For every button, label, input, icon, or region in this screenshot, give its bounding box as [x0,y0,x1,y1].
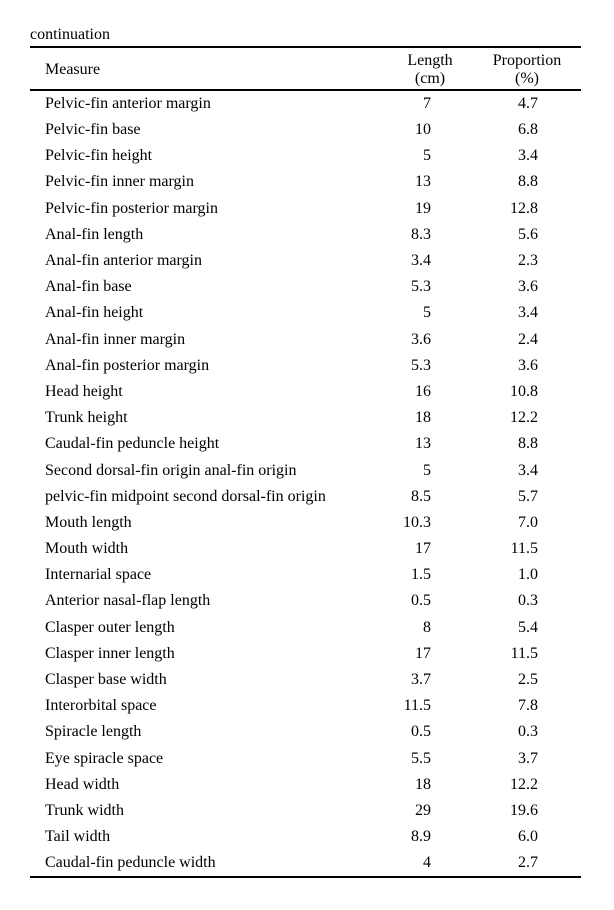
table-row [30,536,581,562]
proportion-cell: 0.3 [518,592,538,610]
table-row [30,484,581,510]
measure-cell: Head height [45,382,123,400]
length-cell: 5.3 [411,278,431,296]
proportion-cell: 6.0 [518,828,538,846]
length-cell: 19 [415,199,431,217]
proportion-cell: 5.7 [518,487,538,505]
length-cell: 3.6 [411,330,431,348]
table-row [30,824,581,850]
length-cell: 5 [423,461,431,479]
measure-cell: Tail width [45,828,111,846]
header-measure [30,47,387,90]
table-row [30,798,581,824]
header-proportion-line1: Proportion [492,52,562,69]
measure-cell: Anal-fin anterior margin [45,252,202,270]
measure-cell: Anal-fin length [45,225,144,243]
header-proportion-line2: (%) [515,70,539,87]
proportion-cell: 2.3 [518,252,538,270]
proportion-cell: 8.8 [518,435,538,453]
proportion-cell: 5.4 [518,618,538,636]
proportion-cell: 3.4 [518,304,538,322]
measure-cell: Clasper outer length [45,618,175,636]
proportion-cell: 3.4 [518,147,538,165]
table-row [30,143,581,169]
measure-cell: Second dorsal-fin origin anal-fin origin [45,461,297,479]
header-measure-label: Measure [45,61,101,78]
table-row [30,405,581,431]
proportion-cell: 5.6 [518,225,538,243]
proportion-cell: 1.0 [518,566,538,584]
proportion-cell: 6.8 [518,121,538,139]
proportion-cell: 3.7 [518,749,538,767]
proportion-cell: 2.7 [518,854,538,872]
table-row [30,117,581,143]
proportion-cell: 0.3 [518,723,538,741]
measurements-table [30,46,581,878]
table-row [30,641,581,667]
length-cell: 13 [415,173,431,191]
table-row [30,746,581,772]
length-cell: 5 [423,147,431,165]
measurements-table-container [30,46,581,878]
header-length [387,47,473,90]
measure-cell: Anal-fin height [45,304,144,322]
table-row [30,772,581,798]
measure-cell: Interorbital space [45,697,157,715]
table-row [30,457,581,483]
proportion-cell: 10.8 [510,382,538,400]
header-row [30,47,581,90]
length-cell: 3.4 [411,252,431,270]
table-row [30,615,581,641]
measure-cell: Mouth width [45,540,129,558]
header-length-line2: (cm) [414,70,446,87]
measure-cell: Internarial space [45,566,152,584]
length-cell: 5 [423,304,431,322]
length-cell: 8.5 [411,487,431,505]
proportion-cell: 8.8 [518,173,538,191]
length-cell: 0.5 [411,723,431,741]
measure-cell: Pelvic-fin inner margin [45,173,194,191]
length-cell: 0.5 [411,592,431,610]
length-cell: 10 [415,121,431,139]
length-cell: 1.5 [411,566,431,584]
length-cell: 18 [415,775,431,793]
proportion-cell: 12.8 [510,199,538,217]
table-caption: continuation [30,26,110,43]
table-row [30,588,581,614]
table-row [30,196,581,222]
measure-cell: Anterior nasal-flap length [45,592,211,610]
table-row [30,327,581,353]
proportion-cell: 12.2 [510,409,538,427]
measure-cell: Trunk width [45,801,124,819]
length-cell: 5.3 [411,356,431,374]
table-row [30,90,581,117]
table-row [30,562,581,588]
measure-cell: Head width [45,775,120,793]
table-row [30,379,581,405]
table-row [30,222,581,248]
proportion-cell: 11.5 [510,540,538,558]
table-row [30,353,581,379]
header-length-line1: Length [407,52,453,69]
length-cell: 17 [415,540,431,558]
measure-cell: pelvic-fin midpoint second dorsal-fin origin [45,487,326,505]
proportion-cell: 7.0 [518,513,538,531]
header-proportion [473,47,581,90]
measure-cell: Mouth length [45,513,132,531]
table-header [30,47,581,90]
table-row [30,719,581,745]
length-cell: 8 [423,618,431,636]
length-cell: 18 [415,409,431,427]
measure-cell: Anal-fin inner margin [45,330,186,348]
proportion-cell: 11.5 [510,644,538,662]
length-cell: 16 [415,382,431,400]
table-row [30,248,581,274]
table-row [30,510,581,536]
length-cell: 3.7 [411,671,431,689]
proportion-cell: 19.6 [510,801,538,819]
measure-cell: Caudal-fin peduncle width [45,854,216,872]
length-cell: 17 [415,644,431,662]
length-cell: 8.3 [411,225,431,243]
table-row [30,300,581,326]
proportion-cell: 2.4 [518,330,538,348]
measure-cell: Caudal-fin peduncle height [45,435,220,453]
proportion-cell: 2.5 [518,671,538,689]
table-row [30,431,581,457]
measure-cell: Pelvic-fin height [45,147,153,165]
length-cell: 5.5 [411,749,431,767]
length-cell: 11.5 [403,697,431,715]
measure-cell: Eye spiracle space [45,749,164,767]
length-cell: 7 [423,95,431,112]
proportion-cell: 3.6 [518,278,538,296]
table-row [30,667,581,693]
measure-cell: Trunk height [45,409,128,427]
measure-cell: Anal-fin posterior margin [45,356,210,374]
table-row [30,850,581,877]
proportion-cell: 4.7 [518,95,538,112]
table-row [30,274,581,300]
length-cell: 10.3 [403,513,431,531]
measure-cell: Pelvic-fin base [45,121,141,139]
measure-cell: Spiracle length [45,723,142,741]
length-cell: 4 [423,854,431,872]
table-row [30,693,581,719]
length-cell: 8.9 [411,828,431,846]
measure-cell: Anal-fin base [45,278,132,296]
proportion-cell: 3.6 [518,356,538,374]
length-cell: 13 [415,435,431,453]
measure-cell: Clasper base width [45,671,167,689]
measure-cell: Pelvic-fin anterior margin [45,95,211,112]
measure-cell: Pelvic-fin posterior margin [45,199,218,217]
table-row [30,169,581,195]
proportion-cell: 7.8 [518,697,538,715]
measure-cell: Clasper inner length [45,644,175,662]
proportion-cell: 3.4 [518,461,538,479]
length-cell: 29 [415,801,431,819]
proportion-cell: 12.2 [510,775,538,793]
table-body [30,90,581,877]
